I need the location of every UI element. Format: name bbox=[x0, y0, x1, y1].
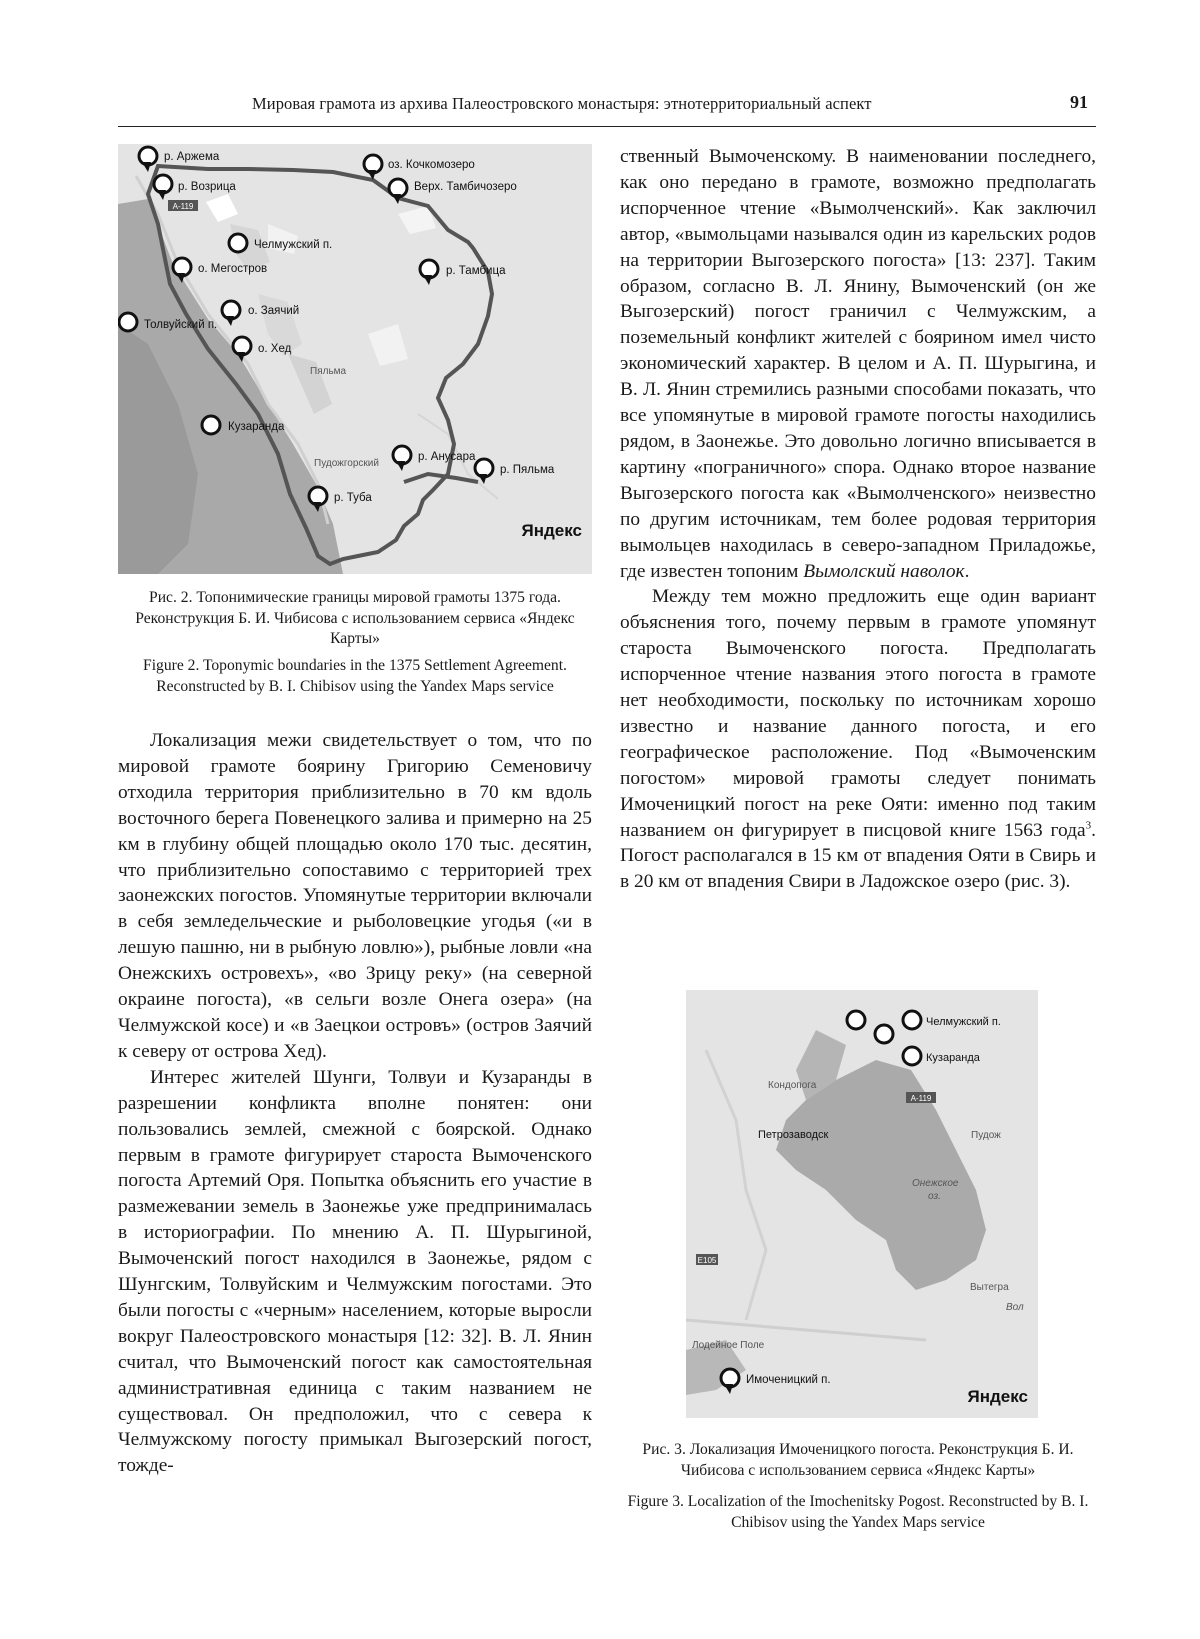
pyalma-village-label: Пяльма bbox=[310, 366, 347, 377]
onega-lake-abbr-label: оз. bbox=[928, 1191, 941, 1202]
label-kuzaranda: Кузаранда bbox=[228, 421, 285, 433]
footnote-marker: 3 bbox=[1085, 819, 1092, 832]
label-chelmuzh: Челмужский п. bbox=[926, 1016, 1001, 1028]
marker-megostrov-unlabeled bbox=[875, 1025, 893, 1043]
marker-kuzaranda bbox=[903, 1047, 981, 1065]
island-3 bbox=[288, 354, 332, 414]
marker-chelmuzh bbox=[903, 1011, 1001, 1029]
paragraph: Локализация межи свидетельствует о том, что по мировой грамоте боярину Григорию Семеновичу отходила территория приблизительно в 70 км вдоль восточного берега Повенецкого залива и примерно на 25 км в глубину общей площадью около 170 тыс. десятин, что приблизительно сопоставимо с территорией трех заонежских погостов. Упомянутые территории включали в себя земледельческие и рыболовецкие угодья («и в лешую пашню, ни в рыбную ловлю»), рыбные ловли «на Онежскихъ островехъ», «во Зрицу реку» (на северной окраине погоста), «в сельги возле Онега озера» (на Челмужской косе) и «в Заецкои островъ» (остров Заячий к северу от острова Хед). bbox=[118, 730, 592, 1062]
figure-2-caption-ru: Рис. 2. Топонимические границы мировой грамоты 1375 года. Реконструкция Б. И. Чибисова с использованием сервиса «Яндекс Карты» bbox=[135, 589, 575, 647]
river-south bbox=[686, 1320, 926, 1340]
marker-tambitsa bbox=[420, 260, 506, 285]
marker-pyalma-river bbox=[475, 459, 555, 484]
figure-3-caption-ru: Рис. 3. Локализация Имоченицкого погоста. Реконструкция Б. И. Чибисова с использованием сервиса «Яндекс Карты» bbox=[642, 1441, 1074, 1479]
label-verkh-tambich: Верх. Тамбичозеро bbox=[414, 181, 517, 193]
left-column bbox=[118, 728, 592, 1479]
label-megostrov: о. Мегостров bbox=[198, 263, 268, 275]
road-e105 bbox=[706, 1050, 766, 1320]
label-imochenitsky: Имоченицкий п. bbox=[746, 1374, 831, 1386]
lodeynoe-pole-label: Лодейное Поле bbox=[692, 1340, 765, 1351]
marker-chelmuzh-unlabeled bbox=[847, 1011, 865, 1029]
paragraph-end: . bbox=[964, 560, 970, 582]
pudozhgorsky-label: Пудожгорский bbox=[314, 458, 379, 469]
road-a119-label: А-119 bbox=[172, 202, 194, 211]
paragraph-text: Между тем можно предложить еще один вариант объяснения того, почему первым в грамоте упомянут староста Вымоченского погоста. Предполагать испорченное чтение названия этого погоста в грамоте нет необходимости, поскольку по источникам хорошо известно и название данного погоста, и его географическое расположение. Под «Вымоченским погостом» мировой грамоты следует понимать Имоченицкий погост на реке Ояти: именно под таким названием он фигурирует в писцовой книге 1563 года bbox=[620, 586, 1096, 841]
label-tolvuy: Толвуйский п. bbox=[144, 319, 218, 331]
small-lake-1 bbox=[206, 194, 238, 222]
marker-imochenitsky bbox=[721, 1369, 831, 1394]
marker-kochkomozero bbox=[364, 155, 475, 180]
label-arzhema: р. Аржема bbox=[164, 151, 220, 163]
figure-2-map bbox=[118, 144, 592, 574]
page-number: 91 bbox=[1070, 92, 1088, 112]
label-pyalma-river: р. Пяльма bbox=[500, 464, 555, 476]
figure-3-map-graphic bbox=[686, 990, 1038, 1418]
small-lake-4 bbox=[368, 324, 408, 366]
road-e105-label: Е105 bbox=[697, 1256, 717, 1265]
running-header bbox=[118, 92, 1096, 127]
figure-2-caption-en: Figure 2. Toponymic boundaries in the 1375 Settlement Agreement. Reconstructed by B. I. Chibisov using the Yandex Maps service bbox=[143, 657, 567, 695]
label-khed: о. Хед bbox=[258, 343, 292, 355]
italic-toponym: Вымолский наволок bbox=[803, 560, 965, 582]
onega-lake-label: Онежское bbox=[912, 1178, 959, 1189]
paragraph-end: . Погост располагался в 15 км от впадения Ояти в Свирь и в 20 км от впадения Свири в Ладожское озеро (рис. 3). bbox=[620, 819, 1096, 893]
paragraph: Интерес жителей Шунги, Толвуи и Кузаранды в разрешении конфликта вполне понятен: они пользовались землей, смежной с боярской. Однако первым в грамоте фигурирует староста Вымоченского погоста Артемий Оря. Попытка объяснить его участие в размежевании земель в Заонежье уже предпринималась в историографии. По мнению А. П. Шурыгиной, Вымоченский погост находился в Заонежье, рядом с Шунгским, Толвуйским и Челмужским погостами. Это были погосты с «черным» населением, которые выросли вокруг Палеостровского монастыря [12: 32]. В. Л. Янин считал, что Вымоченский погост как самостоятельная административная единица с таким названием не существовал. Он предположил, что с севера к Челмужскому погосту примыкал Выгозерский погост, тожде- bbox=[118, 1066, 592, 1477]
label-zayachiy: о. Заячий bbox=[248, 305, 300, 317]
right-column bbox=[620, 144, 1096, 895]
vytegra-label: Вытегра bbox=[970, 1282, 1009, 1293]
marker-tuba bbox=[309, 487, 372, 512]
road-a119-label: А-119 bbox=[910, 1094, 932, 1103]
paragraph bbox=[620, 144, 1096, 584]
kondopoga-label: Кондопога bbox=[768, 1080, 817, 1091]
figure-3-map bbox=[686, 990, 1038, 1418]
figure-2-map-graphic bbox=[118, 144, 592, 574]
running-title: Мировая грамота из архива Палеостровского монастыря: этнотерриториальный аспект bbox=[252, 94, 872, 113]
yandex-watermark: Яндекс bbox=[521, 521, 582, 540]
label-tuba: р. Туба bbox=[334, 492, 372, 504]
petrozavodsk-label: Петрозаводск bbox=[758, 1129, 829, 1141]
paragraph bbox=[620, 584, 1096, 895]
label-kuzaranda: Кузаранда bbox=[926, 1052, 980, 1064]
label-anusara: р. Анусара bbox=[418, 451, 476, 463]
pudozh-label: Пудож bbox=[971, 1130, 1001, 1141]
vol-label: Вол bbox=[1006, 1302, 1024, 1313]
paragraph-text: ственный Вымоченскому. В наименовании последнего, как оно передано в грамоте, возможно предполагать испорченное чтение «Вымолченский». Как заключил автор, «вымольцами назывался один из карельских родов на территории Выгозерского погоста» [13: 237]. Таким образом, согласно В. Л. Янину, Вымоченский (он же Выгозерский) погост граничил с Челмужским, а поземельный конфликт жителей с боярином имел чисто экономический характер. В целом и А. П. Шурыгина, и В. Л. Янин стремились разными способами показать, что все упомянутые в мировой грамоте погосты находились рядом, в Заонежье. Это довольно логично вписывается в картину «пограничного» спора. Однако второе название Выгозерского погоста как «Вымолченского» неизвестно по другим источникам, тем более родовая территория вымольцев находилась в северо-западном Приладожье, где известен топоним bbox=[620, 146, 1096, 582]
label-kochkomozero: оз. Кочкомозеро bbox=[388, 159, 475, 171]
label-vozritsa: р. Возрица bbox=[178, 181, 236, 193]
yandex-watermark: Яндекс bbox=[967, 1387, 1028, 1406]
figure-3-caption-en: Figure 3. Localization of the Imochenitsky Pogost. Reconstructed by B. I. Chibisov using the Yandex Maps service bbox=[627, 1493, 1089, 1531]
label-chelmuzh: Челмужский п. bbox=[254, 239, 333, 251]
label-tambitsa: р. Тамбица bbox=[446, 265, 506, 277]
